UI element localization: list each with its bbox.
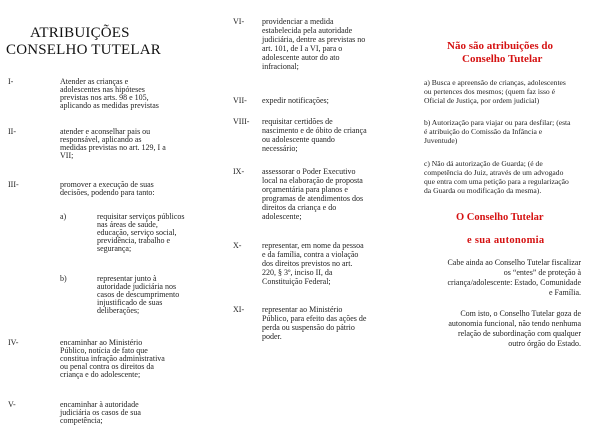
item-ix-line-2: local na elaboração de proposta bbox=[262, 176, 363, 185]
not-duty-a-line-3: Oficial de Justiça, por ordem judicial) bbox=[424, 96, 540, 105]
item-roman-i: I- bbox=[8, 77, 14, 86]
subitem-b-line-2: autoridade judiciária nos bbox=[97, 282, 177, 291]
item-iii-line-1: promover a execução de suas bbox=[60, 180, 154, 189]
subitem-letter-b: b) bbox=[60, 274, 67, 283]
not-duty-a-line-1: a) Busca e apreensão de crianças, adolescentes bbox=[424, 78, 566, 87]
autonomy-heading-line-2: e sua autonomia bbox=[467, 235, 545, 246]
item-vi-line-1: providenciar a medida bbox=[262, 17, 334, 26]
not-duties-heading-line-2: Conselho Tutelar bbox=[462, 53, 543, 65]
item-ix-line-1: assessorar o Poder Executivo bbox=[262, 167, 356, 176]
item-x-line-2: e da família, contra a violação bbox=[262, 250, 359, 259]
item-iv-line-5: criança e do adolescente; bbox=[60, 370, 141, 379]
item-i-line-4: aplicando as medidas previstas bbox=[60, 101, 159, 110]
item-iii-line-2: decisões, podendo para tanto: bbox=[60, 188, 155, 197]
subitem-b-line-1: representar junto à bbox=[97, 274, 157, 283]
item-i-line-1: Atender as crianças e bbox=[60, 77, 129, 86]
not-duty-a-line-2: ou pertences dos mesmos; (quem faz isso é bbox=[424, 87, 555, 96]
item-vi-line-6: infracional; bbox=[262, 62, 299, 71]
autonomy-line-3: relação de subordinação com qualquer bbox=[457, 329, 581, 338]
autonomy-line-4: outro órgão do Estado. bbox=[508, 339, 581, 348]
item-ii-line-3: medidas previstas no art. 129, I a bbox=[60, 143, 166, 152]
oversight-line-1: Cabe ainda ao Conselho Tutelar fiscalizar bbox=[447, 258, 581, 267]
item-vi-line-4: art. 101, de I a VI, para o bbox=[262, 44, 343, 53]
item-roman-v: V- bbox=[8, 400, 16, 409]
item-x-line-1: representar, em nome da pessoa bbox=[262, 241, 364, 250]
item-v-line-1: encaminhar à autoridade bbox=[60, 400, 139, 409]
item-iv-line-1: encaminhar ao Ministério bbox=[60, 338, 143, 347]
item-i-line-2: adolescentes nas hipóteses bbox=[60, 85, 145, 94]
autonomy-line-1: Com isto, o Conselho Tutelar goza de bbox=[460, 309, 581, 318]
not-duty-b-line-2: é atribuição do Comissão da Infância e bbox=[424, 127, 543, 136]
item-ix-line-3: orçamentária para planos e bbox=[262, 185, 348, 194]
item-roman-vi: VI- bbox=[233, 17, 245, 26]
item-ix-line-6: adolescente; bbox=[262, 212, 302, 221]
subitem-a-line-3: educação, serviço social, bbox=[97, 228, 177, 237]
not-duty-c-line-2: competência do Juiz, através de um advogado bbox=[424, 168, 564, 177]
subitem-b-line-5: deliberações; bbox=[97, 306, 140, 315]
item-viii-line-4: necessário; bbox=[262, 144, 298, 153]
autonomy-line-2: autonomia funcional, não tendo nenhuma bbox=[448, 319, 581, 328]
item-iv-line-4: ou penal contra os direitos da bbox=[60, 362, 154, 371]
subitem-a-line-1: requisitar serviços públicos bbox=[97, 212, 185, 221]
not-duty-c-line-4: da Guarda ou modificação da mesma). bbox=[424, 186, 542, 195]
item-xi-line-3: perda ou suspensão do pátrio bbox=[262, 323, 355, 332]
subitem-a-line-4: previdência, trabalho e bbox=[97, 236, 171, 245]
item-roman-iv: IV- bbox=[8, 338, 19, 347]
item-roman-iii: III- bbox=[8, 180, 19, 189]
subitem-b-line-3: casos de descumprimento bbox=[97, 290, 180, 299]
item-vi-line-5: adolescente autor do ato bbox=[262, 53, 340, 62]
item-x-line-3: dos direitos previstos no art. bbox=[262, 259, 353, 268]
oversight-line-2: os “entes” de proteção à bbox=[503, 268, 581, 277]
item-vi-line-3: judiciária, dentre as previstas no bbox=[262, 35, 366, 44]
item-ii-line-1: atender e aconselhar pais ou bbox=[60, 127, 151, 136]
item-ix-line-4: programas de atendimentos dos bbox=[262, 194, 364, 203]
item-vi-line-2: estabelecida pela autoridade bbox=[262, 26, 353, 35]
item-viii-line-3: ou adolescente quando bbox=[262, 135, 335, 144]
oversight-line-4: e Família. bbox=[549, 288, 581, 297]
oversight-line-3: criança/adolescente: Estado, Comunidade bbox=[447, 278, 581, 287]
item-i-line-3: previstas nos arts. 98 e 105, bbox=[60, 93, 149, 102]
item-v-line-3: competência; bbox=[60, 416, 103, 425]
subitem-a-line-2: nas áreas de saúde, bbox=[97, 220, 158, 229]
item-x-line-4: 220, § 3º, inciso II, da bbox=[262, 268, 333, 277]
item-ii-line-4: VII; bbox=[60, 151, 74, 160]
item-iv-line-3: constitua infração administrativa bbox=[60, 354, 165, 363]
item-ix-line-5: direitos da criança e do bbox=[262, 203, 337, 212]
item-ii-line-2: responsável, aplicando as bbox=[60, 135, 142, 144]
subitem-b-line-4: injustificado de suas bbox=[97, 298, 163, 307]
item-roman-x: X- bbox=[233, 241, 242, 250]
not-duty-b-line-3: Juventude) bbox=[424, 136, 458, 145]
item-xi-line-2: Público, para efeito das ações de bbox=[262, 314, 367, 323]
not-duty-c-line-1: c) Não dá autorização de Guarda; (é de bbox=[424, 159, 543, 168]
item-roman-xi: XI- bbox=[233, 305, 245, 314]
not-duty-c-line-3: que entra com uma petição para a regularização bbox=[424, 177, 569, 186]
item-roman-ii: II- bbox=[8, 127, 16, 136]
item-roman-viii: VIII- bbox=[233, 117, 250, 126]
item-roman-vii: VII- bbox=[233, 96, 247, 105]
page-title-line-2: CONSELHO TUTELAR bbox=[6, 42, 162, 58]
item-xi-line-4: poder. bbox=[262, 332, 282, 341]
item-viii-line-1: requisitar certidões de bbox=[262, 117, 333, 126]
item-xi-line-1: representar ao Ministério bbox=[262, 305, 343, 314]
autonomy-heading-line-1: O Conselho Tutelar bbox=[456, 212, 544, 223]
page-title-line-1: ATRIBUIÇÕES bbox=[30, 25, 130, 41]
subitem-a-line-5: segurança; bbox=[97, 244, 132, 253]
subitem-letter-a: a) bbox=[60, 212, 67, 221]
item-roman-ix: IX- bbox=[233, 167, 245, 176]
item-iv-line-2: Público, notícia de fato que bbox=[60, 346, 148, 355]
item-x-line-5: Constituição Federal; bbox=[262, 277, 331, 286]
item-v-line-2: judiciária os casos de sua bbox=[60, 408, 141, 417]
item-viii-line-2: nascimento e de óbito de criança bbox=[262, 126, 367, 135]
not-duties-heading-line-1: Não são atribuições do bbox=[447, 40, 554, 52]
not-duty-b-line-1: b) Autorização para viajar ou para desfilar; (esta bbox=[424, 118, 571, 127]
item-vii-line-1: expedir notificações; bbox=[262, 96, 329, 105]
